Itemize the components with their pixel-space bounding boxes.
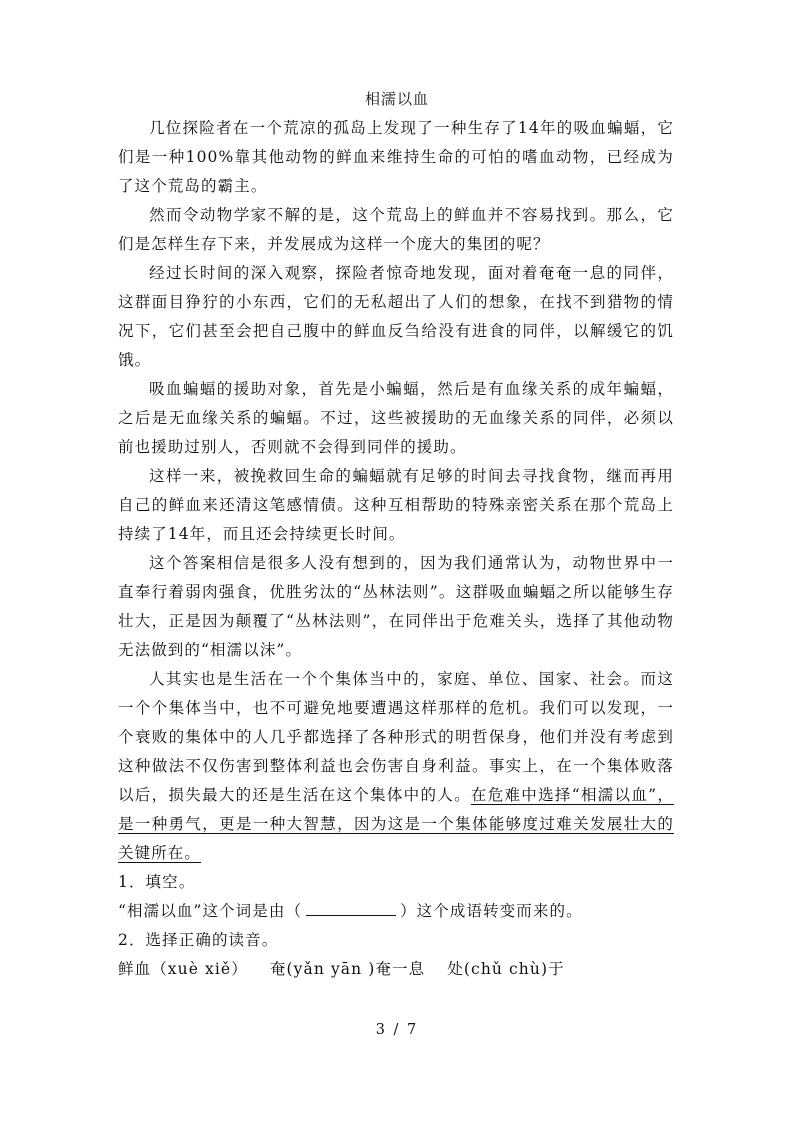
question-1-label: 1．填空。	[118, 873, 196, 891]
paragraph: 几位探险者在一个荒凉的孤岛上发现了一种生存了14年的吸血蝙蝠，它们是一种100%靠其他动物的鲜血来维持生命的可怕的嗜血动物，已经成为了这个荒岛的霸主。	[118, 119, 674, 195]
article-body	[118, 114, 674, 984]
question-1-prompt	[118, 897, 674, 926]
paragraph: 这样一来，被挽救回生命的蝙蝠就有足够的时间去寻找食物，继而再用自己的鲜血来还清这笔感情债。这种互相帮助的特殊亲密关系在那个荒岛上持续了14年，而且还会持续更长时间。	[118, 467, 674, 543]
pinyin-option: 鲜血（xuè xiě）	[118, 960, 248, 978]
paragraph: 这个答案相信是很多人没有想到的，因为我们通常认为，动物世界中一直奉行着弱肉强食，优胜劣汰的“丛林法则”。这群吸血蝙蝠之所以能够生存壮大，正是因为颠覆了“丛林法则”，在同伴出于危难关头，选择了其他动物无法做到的“相濡以沫”。	[118, 554, 674, 659]
paragraph-last	[118, 665, 674, 868]
question-2-label: 2．选择正确的读音。	[118, 931, 279, 949]
paragraph: 吸血蝙蝠的援助对象，首先是小蝙蝠，然后是有血缘关系的成年蝙蝠，之后是无血缘关系的蝙蝠。不过，这些被援助的无血缘关系的同伴，必须以前也援助过别人，否则就不会得到同伴的援助。	[118, 380, 674, 456]
underlined-sentence: 在危难中选择“相濡以血”，是一种勇气，更是一种大智慧，因为这是一个集体能够度过难关发展壮大的关键所在。	[118, 786, 674, 862]
paragraph: 然而令动物学家不解的是，这个荒岛上的鲜血并不容易找到。那么，它们是怎样生存下来，并发展成为这样一个庞大的集团的呢？	[118, 206, 674, 253]
pinyin-option: 处(chǔ chù)于	[447, 960, 565, 978]
article-title: 相濡以血	[364, 90, 429, 108]
pinyin-option: 奄(yǎn yān )奄一息	[269, 960, 426, 978]
paragraph: 经过长时间的深入观察，探险者惊奇地发现，面对着奄奄一息的同伴，这群面目狰狞的小东西，它们的无私超出了人们的想象，在找不到猎物的情况下，它们甚至会把自己腹中的鲜血反刍给没有进食的同伴，以解缓它的饥饿。	[118, 264, 674, 369]
paragraph-last-text: 人其实也是生活在一个个集体当中的，家庭、单位、国家、社会。而这一个个集体当中，也不可避免地要遭遇这样那样的危机。我们可以发现，一个衰败的集体中的人几乎都选择了各种形式的明哲保身，他们并没有考虑到这种做法不仅伤害到整体利益也会伤害自身利益。事实上，在一个集体败落以后，损失最大的还是生活在这个集体中的人。	[118, 670, 674, 804]
question-1-before: “相濡以血”这个词是由（	[118, 902, 303, 920]
question-2-options	[118, 955, 674, 984]
page-number: 3 / 7	[375, 1022, 419, 1038]
question-1-after: ）这个成语转变而来的。	[400, 902, 583, 920]
answer-blank[interactable]	[306, 901, 396, 916]
